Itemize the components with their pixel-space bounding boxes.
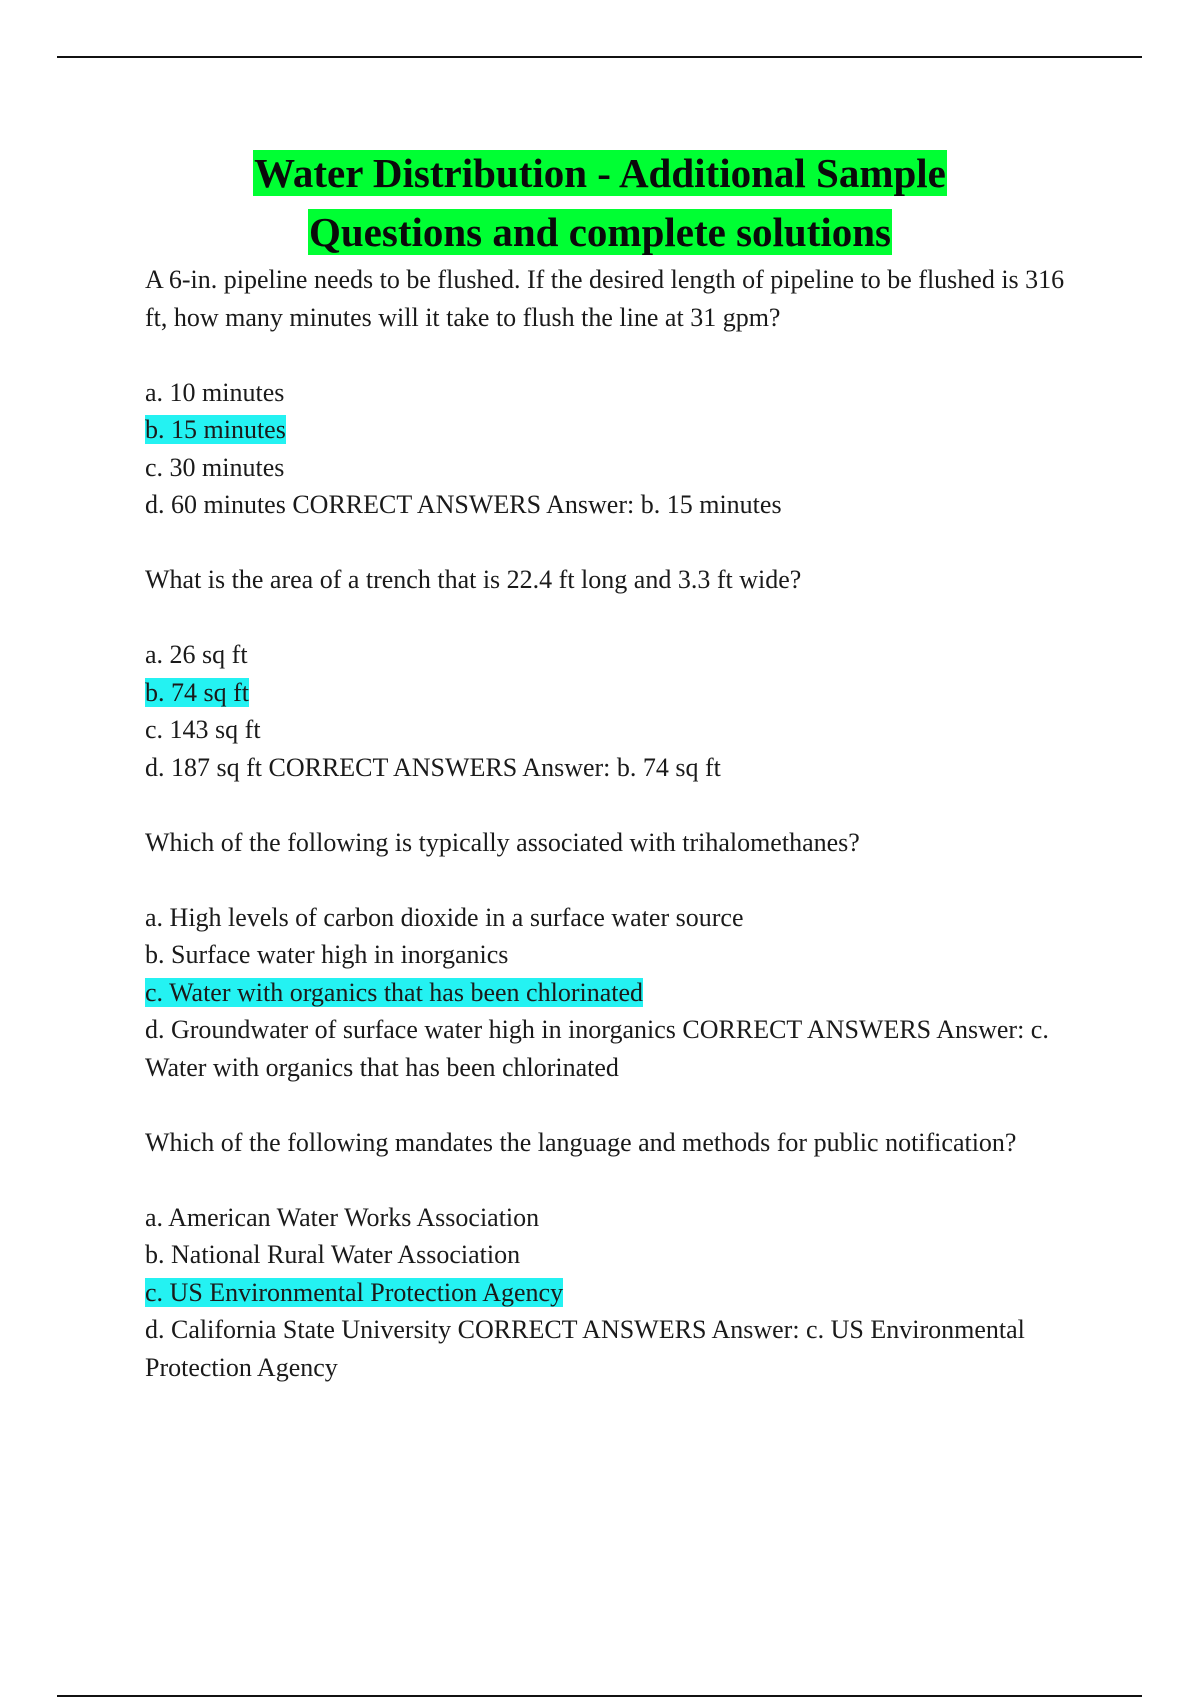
question-text: Which of the following mandates the language and methods for public notification? (145, 1127, 1017, 1157)
option-a: a. American Water Works Association (145, 1202, 540, 1232)
highlighted-answer: c. US Environmental Protection Agency (145, 1277, 564, 1307)
option-c: c. 143 sq ft (145, 715, 261, 744)
option-c (145, 974, 1085, 1012)
question-block-2 (145, 561, 1085, 786)
highlighted-answer: b. 15 minutes (145, 415, 286, 444)
option-a: a. High levels of carbon dioxide in a surface water source (145, 902, 744, 932)
option-b: b. National Rural Water Association (145, 1240, 521, 1269)
option-c: c. 30 minutes (145, 452, 285, 482)
page-title (0, 144, 1200, 262)
option-a: a. 10 minutes (145, 377, 285, 407)
question-list (145, 261, 1085, 1386)
highlighted-answer: c. Water with organics that has been chlorinated (145, 977, 643, 1007)
option-d-with-answer: d. Groundwater of surface water high in inorganics CORRECT ANSWERS Answer: c. Water with organics that has been chlorinated (145, 1015, 1049, 1082)
question-text: A 6-in. pipeline needs to be flushed. If the desired length of pipeline to be flushed is 316 ft, how many minutes will it take to flush the line at 31 gpm? (145, 265, 1065, 332)
question-block-1 (145, 261, 1085, 524)
question-block-3 (145, 824, 1085, 1087)
option-b (145, 411, 1085, 449)
title-line-2: Questions and complete solutions (308, 209, 892, 255)
option-b (145, 674, 1085, 712)
question-text: Which of the following is typically associated with trihalomethanes? (145, 827, 860, 857)
option-d-with-answer: d. California State University CORRECT ANSWERS Answer: c. US Environmental Protection Agency (145, 1315, 1025, 1382)
top-rule (57, 56, 1142, 58)
option-a: a. 26 sq ft (145, 640, 248, 669)
bottom-rule (57, 1695, 1142, 1697)
option-b: b. Surface water high in inorganics (145, 940, 509, 969)
highlighted-answer: b. 74 sq ft (145, 677, 249, 707)
option-d-with-answer: d. 60 minutes CORRECT ANSWERS Answer: b. 15 minutes (145, 490, 782, 519)
question-block-4 (145, 1124, 1085, 1387)
title-line-1: Water Distribution - Additional Sample (254, 150, 946, 196)
option-c (145, 1274, 1085, 1312)
option-d-with-answer: d. 187 sq ft CORRECT ANSWERS Answer: b. 74 sq ft (145, 752, 721, 782)
question-text: What is the area of a trench that is 22.4 ft long and 3.3 ft wide? (145, 565, 802, 594)
